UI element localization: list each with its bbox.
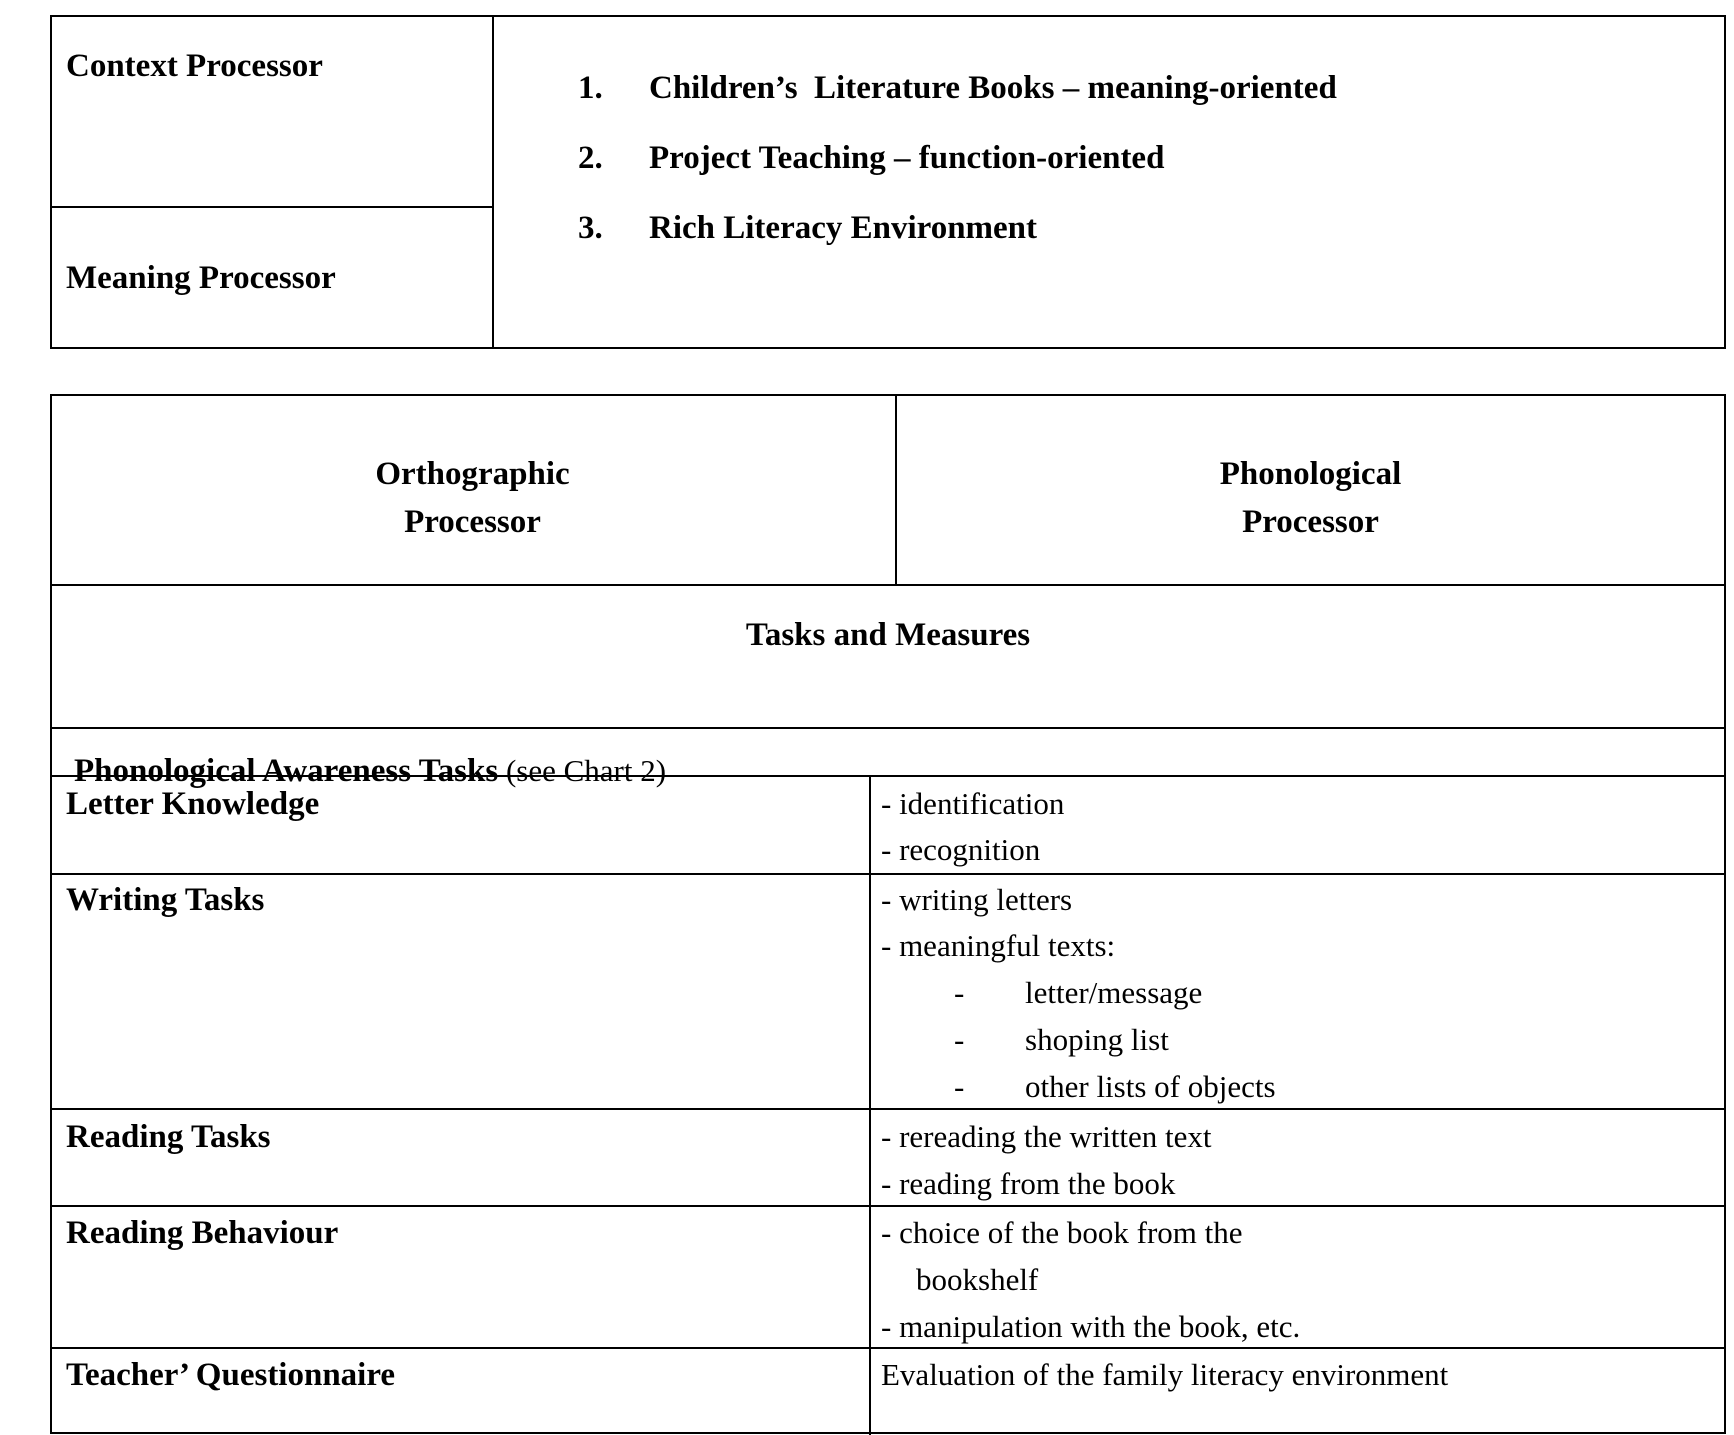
- section-title-divider: [50, 727, 1726, 729]
- phonological-awareness-label: Phonological Awareness Tasks: [74, 753, 499, 789]
- row-divider: [50, 1108, 1726, 1110]
- list-item-number: 2.: [578, 140, 603, 176]
- reading-behaviour-label: Reading Behaviour: [66, 1215, 339, 1251]
- letter-knowledge-item: - identification: [881, 786, 1065, 821]
- tasks-and-measures-title: Tasks and Measures: [745, 617, 1031, 653]
- row-divider: [50, 1205, 1726, 1207]
- writing-subitem: letter/message: [1025, 975, 1203, 1010]
- writing-tasks-item: - meaningful texts:: [881, 928, 1116, 963]
- reading-tasks-label: Reading Tasks: [66, 1119, 271, 1155]
- reading-behaviour-item: - choice of the book from the: [881, 1215, 1243, 1250]
- list-item-text: Children’s Literature Books – meaning-oriented: [649, 70, 1337, 106]
- writing-subitem: other lists of objects: [1025, 1069, 1276, 1104]
- teacher-questionnaire-item: Evaluation of the family literacy environment: [881, 1357, 1449, 1392]
- sub-bullet: -: [954, 1069, 965, 1104]
- reading-behaviour-item: bookshelf: [916, 1262, 1039, 1297]
- sub-bullet: -: [954, 1022, 965, 1057]
- top-table-column-divider: [492, 15, 494, 349]
- list-item-number: 3.: [578, 210, 603, 246]
- reading-behaviour-item: - manipulation with the book, etc.: [881, 1309, 1301, 1344]
- list-item-text: Rich Literacy Environment: [649, 210, 1038, 246]
- reading-tasks-item: - rereading the written text: [881, 1119, 1212, 1154]
- row-divider: [50, 1347, 1726, 1349]
- list-item-text: Project Teaching – function-oriented: [649, 140, 1165, 176]
- sub-bullet: -: [954, 975, 965, 1010]
- orthographic-processor-header: Orthographic Processor: [375, 456, 570, 540]
- teacher-questionnaire-label: Teacher’ Questionnaire: [66, 1357, 396, 1393]
- row-divider: [50, 873, 1726, 875]
- writing-subitem: shoping list: [1025, 1022, 1169, 1057]
- phonological-processor-header: Phonological Processor: [1219, 456, 1402, 540]
- writing-tasks-item: - writing letters: [881, 882, 1073, 917]
- context-processor-label: Context Processor: [66, 48, 323, 84]
- meaning-processor-label: Meaning Processor: [66, 260, 336, 296]
- letter-knowledge-item: - recognition: [881, 832, 1041, 867]
- see-chart-note: (see Chart 2): [505, 753, 667, 788]
- header-row-divider: [50, 584, 1726, 586]
- phonological-awareness-row: [66, 737, 666, 788]
- spacer: [498, 753, 506, 788]
- reading-tasks-item: - reading from the book: [881, 1166, 1176, 1201]
- list-item-number: 1.: [578, 70, 603, 106]
- top-table-row-divider: [50, 206, 493, 208]
- writing-tasks-label: Writing Tasks: [66, 882, 265, 918]
- phonological-row-divider: [50, 775, 1726, 777]
- letter-knowledge-label: Letter Knowledge: [66, 786, 320, 822]
